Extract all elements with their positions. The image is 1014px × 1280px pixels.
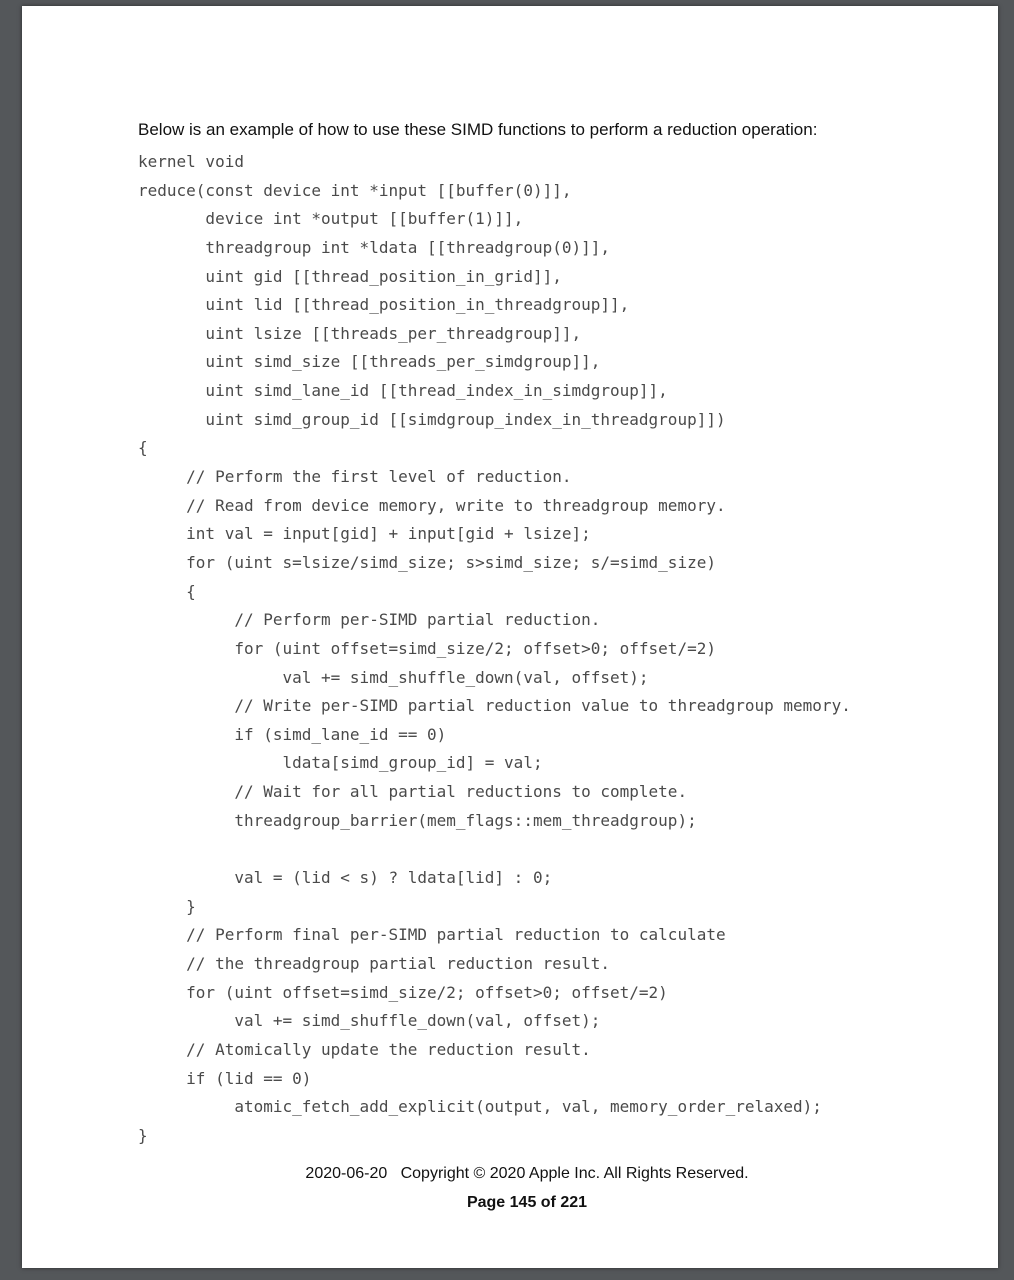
page-number: Page 145 of 221 <box>466 1194 588 1211</box>
code-line: } <box>138 1125 148 1145</box>
code-line: // Perform per-SIMD partial reduction. <box>138 610 601 630</box>
code-line: uint simd_size [[threads_per_simdgroup]], <box>138 352 601 372</box>
code-line <box>138 835 851 864</box>
code-line: atomic_fetch_add_explicit(output, val, memory_order_relaxed); <box>138 1097 822 1117</box>
code-line: threadgroup_barrier(mem_flags::mem_threadgroup); <box>138 810 697 830</box>
code-line: } <box>138 896 196 916</box>
code-line: uint lsize [[threads_per_threadgroup]], <box>138 323 582 343</box>
code-line: uint simd_group_id [[simdgroup_index_in_threadgroup]]) <box>138 409 726 429</box>
code-line: // the threadgroup partial reduction result. <box>138 953 611 973</box>
code-line: ldata[simd_group_id] = val; <box>138 753 543 773</box>
code-line: uint simd_lane_id [[thread_index_in_simdgroup]], <box>138 381 668 401</box>
code-line: // Read from device memory, write to threadgroup memory. <box>138 495 726 515</box>
code-line: { <box>138 438 148 458</box>
code-line: if (lid == 0) <box>138 1068 312 1088</box>
intro-paragraph: Below is an example of how to use these SIMD functions to perform a reduction operation: <box>138 120 818 139</box>
code-line: uint lid [[thread_position_in_threadgroup]], <box>138 295 630 315</box>
code-line: // Perform final per-SIMD partial reduction to calculate <box>138 925 726 945</box>
code-line: reduce(const device int *input [[buffer(0)]], <box>138 180 572 200</box>
code-line: val = (lid < s) ? ldata[lid] : 0; <box>138 868 553 888</box>
code-line: device int *output [[buffer(1)]], <box>138 209 524 229</box>
code-line: val += simd_shuffle_down(val, offset); <box>138 667 649 687</box>
code-line: threadgroup int *ldata [[threadgroup(0)]], <box>138 237 611 257</box>
code-line: // Write per-SIMD partial reduction value to threadgroup memory. <box>138 696 851 716</box>
code-line: // Wait for all partial reductions to complete. <box>138 782 688 802</box>
code-line: int val = input[gid] + input[gid + lsize]; <box>138 524 591 544</box>
code-line: if (simd_lane_id == 0) <box>138 724 447 744</box>
code-line: kernel void <box>138 152 244 171</box>
code-line: // Atomically update the reduction result. <box>138 1039 591 1059</box>
document-page <box>22 6 998 1268</box>
code-line: // Perform the first level of reduction. <box>138 467 572 487</box>
code-line: val += simd_shuffle_down(val, offset); <box>138 1011 601 1031</box>
code-line: uint gid [[thread_position_in_grid]], <box>138 266 562 286</box>
code-line: for (uint offset=simd_size/2; offset>0; offset/=2) <box>138 638 716 658</box>
code-line: for (uint s=lsize/simd_size; s>simd_size; s/=simd_size) <box>138 552 716 572</box>
code-line: for (uint offset=simd_size/2; offset>0; offset/=2) <box>138 982 668 1002</box>
code-line: { <box>138 581 196 601</box>
code-listing <box>138 148 851 1150</box>
copyright-footer: 2020-06-20 Copyright © 2020 Apple Inc. All Rights Reserved. <box>305 1165 749 1182</box>
